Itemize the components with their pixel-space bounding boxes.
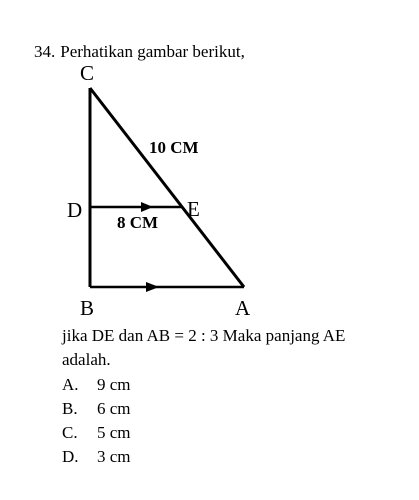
option-letter: A. (62, 375, 79, 394)
option-d[interactable] (62, 445, 131, 469)
option-a[interactable] (62, 373, 131, 397)
prompt-line-1: jika DE dan AB = 2 : 3 Maka panjang AE (62, 326, 346, 345)
vertex-label-d: D (67, 198, 83, 222)
option-text: 3 cm (97, 447, 131, 466)
question-number: 34. (34, 42, 56, 61)
prompt-line-2: adalah. (62, 350, 111, 369)
vertex-label-b: B (80, 296, 95, 320)
parallel-arrow-ba (146, 282, 159, 292)
option-letter: B. (62, 399, 78, 418)
option-letter: C. (62, 423, 78, 442)
answer-options (62, 373, 131, 469)
side-ca (90, 88, 244, 287)
option-b[interactable] (62, 397, 131, 421)
option-text: 6 cm (97, 399, 131, 418)
length-label-de: 8 CM (117, 213, 159, 232)
question-instruction: Perhatikan gambar berikut, (60, 42, 245, 61)
option-text: 5 cm (97, 423, 131, 442)
vertex-label-a: A (235, 296, 251, 320)
option-text: 9 cm (97, 375, 131, 394)
question-prompt (62, 324, 402, 372)
parallel-arrow-de (141, 202, 153, 212)
option-letter: D. (62, 447, 79, 466)
vertex-label-c: C (80, 61, 95, 85)
option-c[interactable] (62, 421, 131, 445)
vertex-label-e: E (187, 197, 200, 221)
length-label-ce: 10 CM (149, 138, 199, 157)
